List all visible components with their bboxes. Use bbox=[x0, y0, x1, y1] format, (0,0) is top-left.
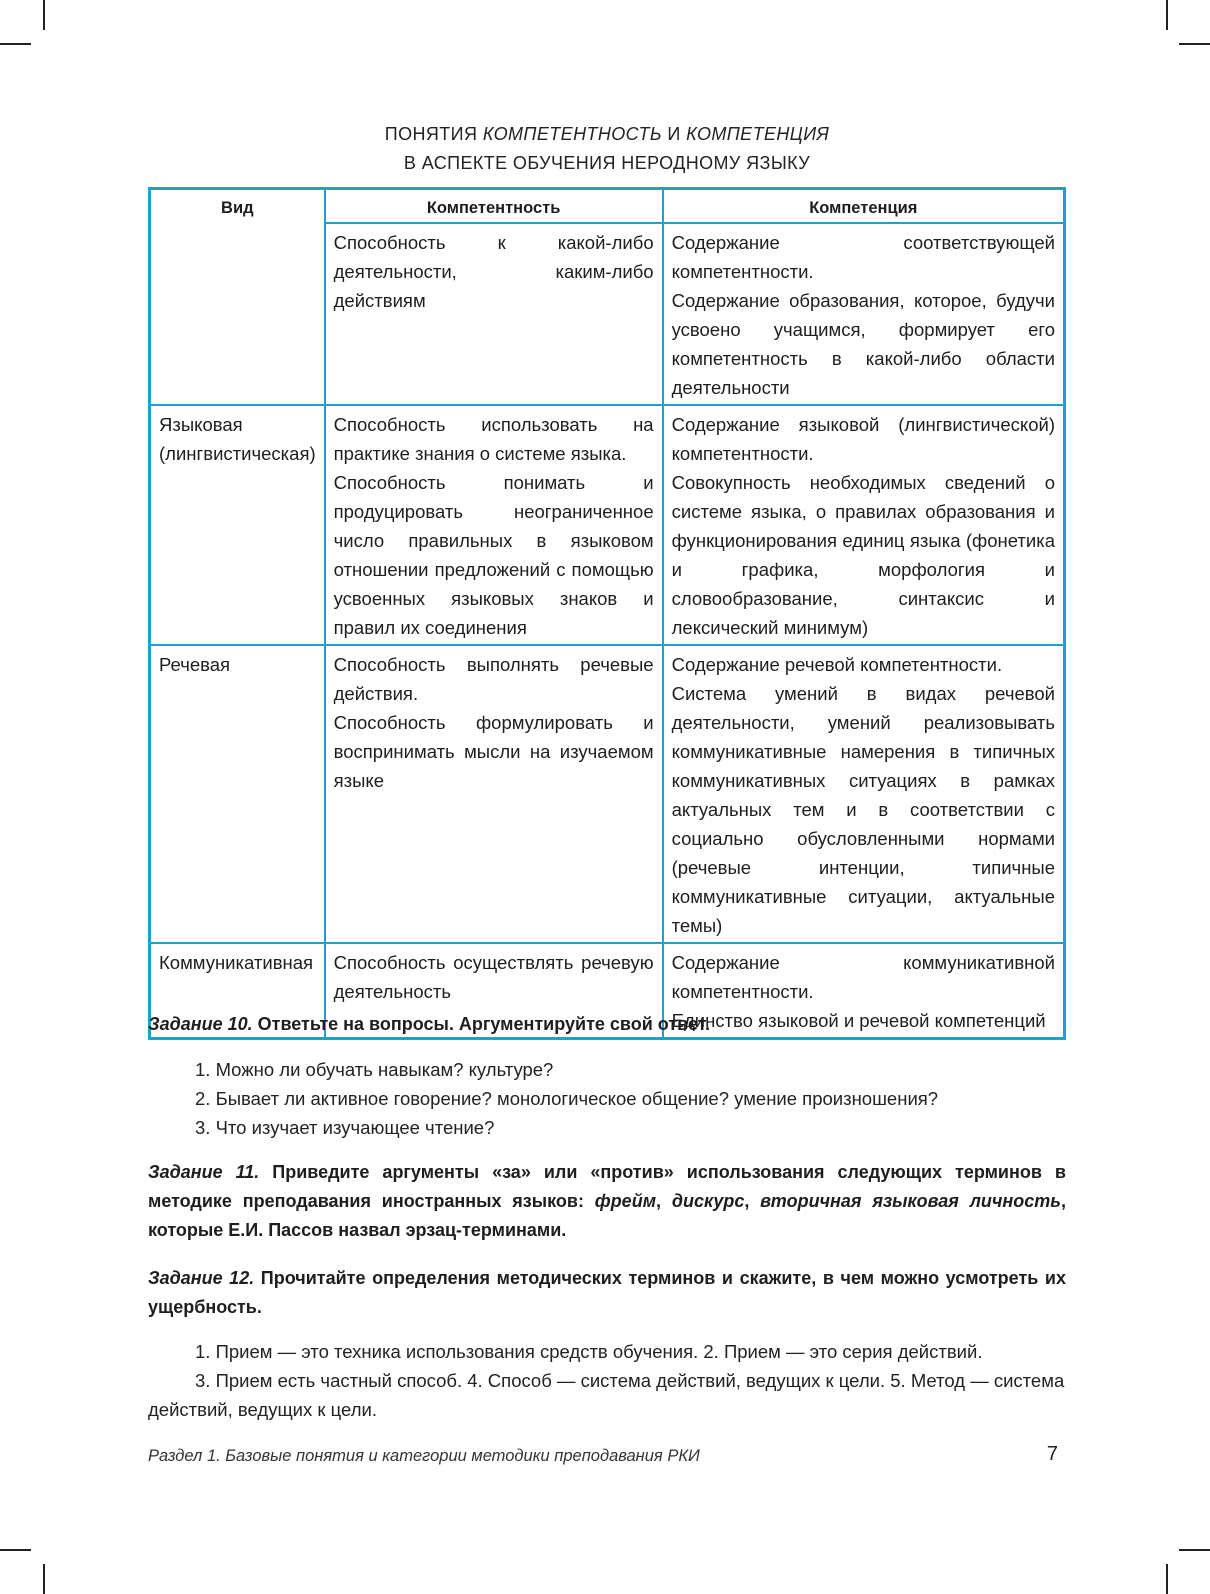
task-10-heading bbox=[148, 1010, 1066, 1039]
competence-table bbox=[148, 187, 1066, 1040]
cell-text: Способность понимать и продуцировать неограниченное число правильных в языковом отношении предложений с помощью усвоенных языковых знаков и правил их соединения bbox=[333, 472, 654, 638]
definition-line: 1. Прием — это техника использования средств обучения. 2. Прием — это серия действий. bbox=[195, 1341, 983, 1362]
separator: , bbox=[744, 1191, 761, 1211]
crop-mark-top-right-vertical bbox=[1166, 0, 1168, 30]
table-title bbox=[148, 120, 1066, 178]
header-competency: Компетенция bbox=[663, 189, 1065, 224]
title-term-competency: КОМПЕТЕНЦИЯ bbox=[686, 124, 830, 144]
cell-text: Содержание речевой компетентности. bbox=[671, 654, 1003, 675]
task-text: Ответьте на вопросы. Аргументируйте свой ответ. bbox=[252, 1014, 710, 1034]
term-secondary-language-personality: вторичная языковая личность bbox=[760, 1191, 1061, 1211]
task-text: Приведите аргументы «за» или «против» использования следующих терминов в методике преподавания иностранных языков: bbox=[148, 1162, 1066, 1211]
separator: , bbox=[656, 1191, 672, 1211]
cell-kind bbox=[150, 645, 325, 943]
cell-text: Содержание соответствующей компетентности. bbox=[671, 232, 1055, 282]
cell-text: Единство языковой и речевой компетенций bbox=[671, 1010, 1046, 1031]
definition-line: 3. Прием есть частный способ. 4. Способ — система действий, ведущих к цели. 5. Метод — система действий, ведущих к цели. bbox=[148, 1370, 1065, 1420]
cell-competence bbox=[325, 645, 663, 943]
cell-kind bbox=[150, 405, 325, 645]
term-discourse: дискурс bbox=[671, 1191, 745, 1211]
cell-text: Способность использовать на практике знания о системе языка. bbox=[333, 414, 654, 464]
title-term-competence: КОМПЕТЕНТНОСТЬ bbox=[482, 124, 662, 144]
cell-competence bbox=[325, 223, 663, 405]
cell-text: Речевая bbox=[159, 654, 231, 675]
task-11-heading bbox=[148, 1158, 1066, 1245]
task-12-definitions bbox=[148, 1337, 1066, 1424]
task-12-heading bbox=[148, 1264, 1066, 1322]
crop-mark-bottom-right-horizontal bbox=[1179, 1549, 1210, 1551]
crop-mark-top-left-vertical bbox=[43, 0, 45, 30]
crop-mark-bottom-left-horizontal bbox=[0, 1549, 31, 1551]
table-title-line-1 bbox=[148, 120, 1066, 149]
header-kind: Вид bbox=[150, 189, 325, 406]
question-item: 2. Бывает ли активное говорение? монологическое общение? умение произношения? bbox=[195, 1088, 939, 1109]
cell-competency bbox=[663, 223, 1065, 405]
page-number: 7 bbox=[1046, 1443, 1058, 1465]
cell-text: Способность формулировать и воспринимать мысли на изучаемом языке bbox=[333, 712, 654, 791]
task-label: Задание 10. bbox=[148, 1014, 253, 1034]
cell-text: Содержание образования, которое, будучи усвоено учащимся, формирует его компетентность в какой-либо области деятельности bbox=[671, 290, 1055, 398]
cell-text: Содержание языковой (лингвистической) компетентности. bbox=[671, 414, 1055, 464]
crop-mark-top-left-horizontal bbox=[0, 43, 31, 45]
cell-text: Способность выполнять речевые действия. bbox=[333, 654, 654, 704]
crop-mark-bottom-right-vertical bbox=[1166, 1564, 1168, 1594]
cell-text: Коммуникативная bbox=[159, 952, 314, 973]
cell-competency bbox=[663, 405, 1065, 645]
cell-text: Система умений в видах речевой деятельности, умений реализовывать коммуникативные намерения в типичных коммуникативных ситуациях в рамках актуальных тем и в соответствии с социально обусловленными нормами (речевые интенции, типичные коммуникативные ситуации, актуальные темы) bbox=[671, 683, 1055, 936]
table-row bbox=[150, 405, 1065, 645]
cell-competency bbox=[663, 645, 1065, 943]
task-text: , которые Е.И. Пассов назвал эрзац-терминами. bbox=[148, 1191, 1066, 1240]
question-item: 3. Что изучает изучающее чтение? bbox=[195, 1117, 495, 1138]
question-item: 1. Можно ли обучать навыкам? культуре? bbox=[195, 1059, 554, 1080]
cell-text: Содержание коммуникативной компетентности. bbox=[671, 952, 1055, 1002]
cell-text: Способность к какой-либо деятельности, каким-либо действиям bbox=[333, 232, 654, 311]
title-and: И bbox=[662, 124, 687, 144]
table-row bbox=[150, 645, 1065, 943]
cell-competence bbox=[325, 405, 663, 645]
cell-text: Совокупность необходимых сведений о системе языка, о правилах образования и функционирования единиц языка (фонетика и графика, морфология и словообразование, синтаксис и лексический минимум) bbox=[671, 472, 1055, 638]
title-prefix: ПОНЯТИЯ bbox=[384, 124, 483, 144]
task-text: Прочитайте определения методических терминов и скажите, в чем можно усмотреть их ущербность. bbox=[148, 1268, 1066, 1317]
task-10-questions bbox=[195, 1055, 1065, 1142]
crop-mark-bottom-left-vertical bbox=[43, 1564, 45, 1594]
cell-text: Способность осуществлять речевую деятельность bbox=[333, 952, 654, 1002]
table-title-line-2: В АСПЕКТЕ ОБУЧЕНИЯ НЕРОДНОМУ ЯЗЫКУ bbox=[403, 153, 811, 173]
crop-mark-top-right-horizontal bbox=[1179, 43, 1210, 45]
header-competence: Компетентность bbox=[325, 189, 663, 224]
term-frame: фрейм bbox=[594, 1191, 657, 1211]
task-label: Задание 12. bbox=[148, 1268, 255, 1288]
table-header-row bbox=[150, 189, 1065, 224]
running-footer: Раздел 1. Базовые понятия и категории методики преподавания РКИ bbox=[148, 1447, 700, 1465]
task-label: Задание 11. bbox=[148, 1162, 260, 1182]
cell-text: Языковая (лингвистическая) bbox=[159, 414, 316, 464]
